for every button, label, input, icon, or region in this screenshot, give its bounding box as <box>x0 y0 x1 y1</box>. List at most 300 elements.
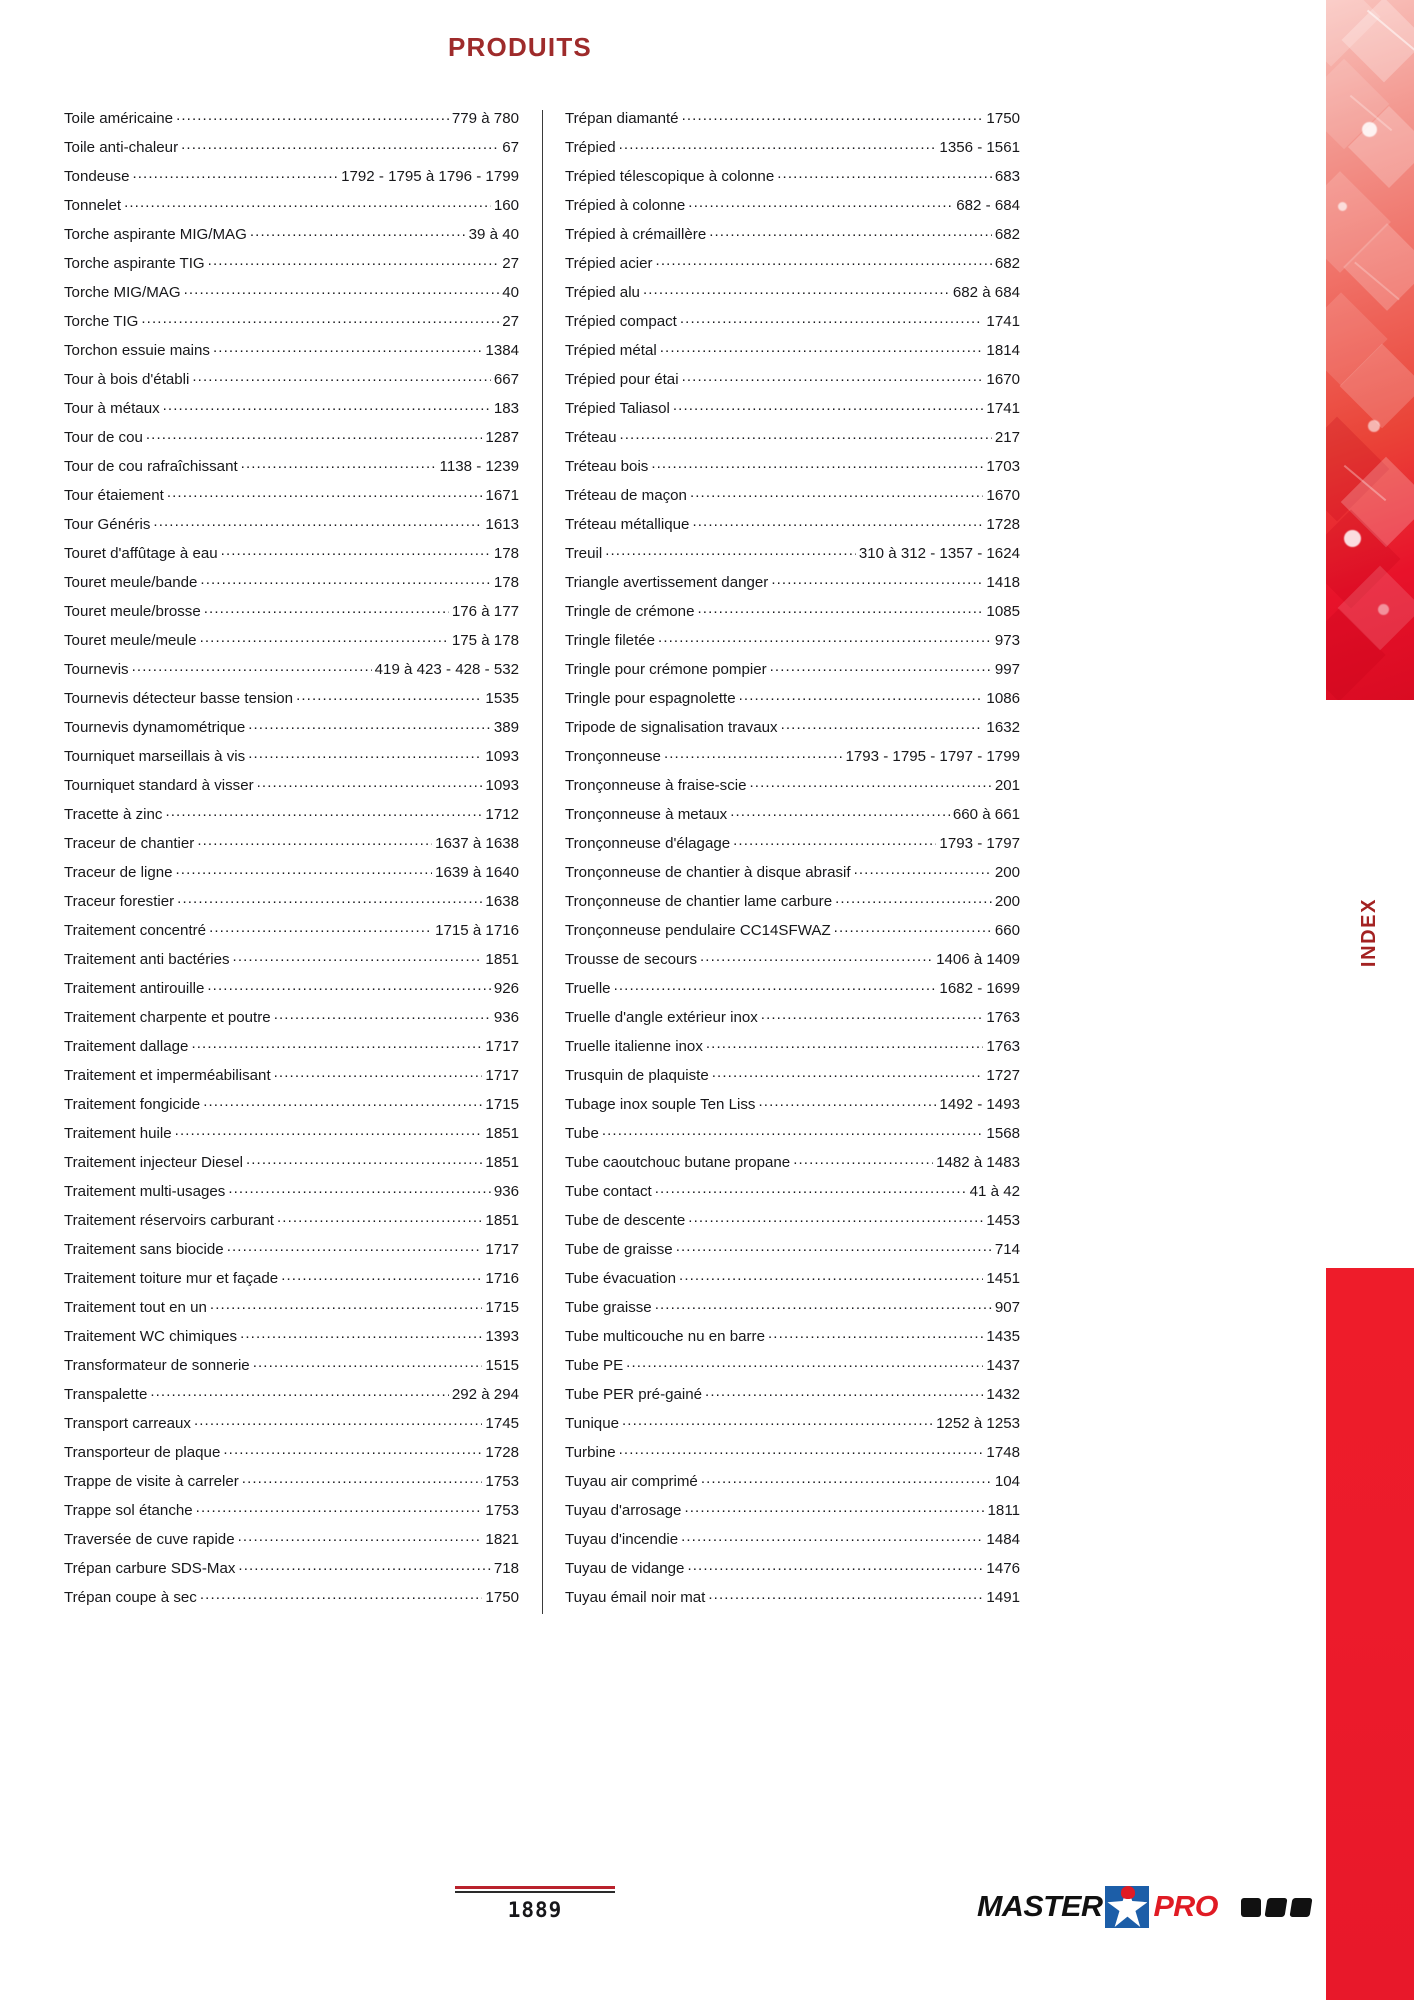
index-entry-pages: 1763 <box>986 1038 1020 1056</box>
index-entry[interactable] <box>64 427 519 456</box>
index-entry[interactable] <box>64 1297 519 1326</box>
index-entry[interactable] <box>64 369 519 398</box>
index-entry[interactable] <box>565 833 1020 862</box>
index-entry-pages: 292 à 294 <box>451 1386 519 1404</box>
index-entry[interactable] <box>565 1297 1020 1326</box>
index-entry-pages: 682 - 684 <box>956 197 1020 215</box>
index-entry[interactable] <box>64 775 519 804</box>
index-entry[interactable] <box>64 659 519 688</box>
index-entry-label: Tube de graisse <box>565 1241 673 1259</box>
index-entry-leader <box>758 1094 936 1109</box>
index-entry[interactable] <box>565 688 1020 717</box>
index-entry-pages: 683 <box>994 168 1020 186</box>
index-entry-label: Tubage inox souple Ten Liss <box>565 1096 756 1114</box>
index-entry[interactable] <box>64 1152 519 1181</box>
index-entry-label: Traitement huile <box>64 1125 172 1143</box>
index-entry-leader <box>643 282 950 297</box>
index-entry[interactable] <box>565 543 1020 572</box>
index-entry[interactable] <box>64 1239 519 1268</box>
index-entry[interactable] <box>565 1355 1020 1384</box>
index-entry-leader <box>854 862 992 877</box>
index-entry[interactable] <box>565 1007 1020 1036</box>
index-side-tab[interactable] <box>1344 862 1396 1002</box>
index-entry-leader <box>124 195 491 210</box>
index-entry-leader <box>238 1558 490 1573</box>
index-entry-leader <box>834 920 992 935</box>
index-entry[interactable] <box>565 311 1020 340</box>
index-entry-pages: 175 à 178 <box>451 632 519 650</box>
index-entry[interactable] <box>64 1558 519 1587</box>
index-entry[interactable] <box>64 1123 519 1152</box>
index-entry[interactable] <box>64 1007 519 1036</box>
index-entry-leader <box>708 1587 983 1602</box>
index-entry-leader <box>167 485 483 500</box>
index-entry-pages: 1491 <box>986 1589 1020 1607</box>
index-entry[interactable] <box>565 1413 1020 1442</box>
index-entry-pages: 1484 <box>986 1531 1020 1549</box>
index-entry[interactable] <box>565 1268 1020 1297</box>
index-entry[interactable] <box>64 1529 519 1558</box>
index-entry[interactable] <box>565 1326 1020 1355</box>
index-entry-pages: 1637 à 1638 <box>435 835 519 853</box>
index-entry-pages: 104 <box>994 1473 1020 1491</box>
index-entry-pages: 1670 <box>986 371 1020 389</box>
index-entry[interactable] <box>64 195 519 224</box>
index-entry-label: Truelle d'angle extérieur inox <box>565 1009 758 1027</box>
index-entry[interactable] <box>565 1384 1020 1413</box>
index-entry[interactable] <box>565 717 1020 746</box>
index-entry-leader <box>781 717 984 732</box>
index-entry[interactable] <box>565 659 1020 688</box>
index-entry-pages: 1287 <box>485 429 519 447</box>
index-entry[interactable] <box>64 862 519 891</box>
index-entry-leader <box>681 1529 983 1544</box>
index-entry-label: Traitement tout en un <box>64 1299 207 1317</box>
index-entry-label: Trappe de visite à carreler <box>64 1473 239 1491</box>
index-entry[interactable] <box>565 804 1020 833</box>
index-entry-pages: 660 <box>994 922 1020 940</box>
index-entry[interactable] <box>565 1529 1020 1558</box>
index-entry[interactable] <box>565 369 1020 398</box>
index-entry-leader <box>277 1210 482 1225</box>
index-entry-leader <box>274 1007 491 1022</box>
index-entry[interactable] <box>64 543 519 572</box>
index-entry-label: Tuyau émail noir mat <box>565 1589 706 1607</box>
index-entry[interactable] <box>565 601 1020 630</box>
footer-rule-red <box>455 1886 615 1889</box>
index-entry-leader <box>768 1326 983 1341</box>
index-entry-pages: 714 <box>994 1241 1020 1259</box>
index-entry-label: Tuyau d'incendie <box>565 1531 679 1549</box>
index-entry-label: Tonnelet <box>64 197 122 215</box>
index-entry[interactable] <box>565 137 1020 166</box>
index-entry-leader <box>619 427 991 442</box>
index-entry-leader <box>238 1529 483 1544</box>
index-entry-label: Torche MIG/MAG <box>64 284 181 302</box>
index-entry-label: Tunique <box>565 1415 619 1433</box>
index-entry-pages: 1748 <box>986 1444 1020 1462</box>
index-entry-pages: 1753 <box>485 1502 519 1520</box>
index-entry[interactable] <box>565 427 1020 456</box>
index-entry-label: Tuyau air comprimé <box>565 1473 698 1491</box>
index-entry[interactable] <box>565 282 1020 311</box>
index-entry[interactable] <box>64 224 519 253</box>
index-entry-pages: 1670 <box>986 487 1020 505</box>
index-entry[interactable] <box>565 949 1020 978</box>
index-entry[interactable] <box>64 514 519 543</box>
index-entry-leader <box>690 485 983 500</box>
index-entry-label: Tournevis <box>64 661 129 679</box>
index-entry-leader <box>835 891 992 906</box>
index-entry-label: Tour à bois d'établi <box>64 371 190 389</box>
index-entry[interactable] <box>565 195 1020 224</box>
index-entry-leader <box>184 282 500 297</box>
index-entry-label: Tréteau <box>565 429 617 447</box>
footer-page-number <box>455 1886 615 1922</box>
index-entry-leader <box>240 1326 482 1341</box>
index-entry[interactable] <box>64 978 519 1007</box>
index-entry[interactable] <box>64 1413 519 1442</box>
index-entry-leader <box>227 1239 483 1254</box>
index-entry-leader <box>626 1355 983 1370</box>
index-entry[interactable] <box>64 137 519 166</box>
index-entry-pages: 1741 <box>986 400 1020 418</box>
index-entry-pages: 200 <box>994 864 1020 882</box>
index-entry-label: Traitement injecteur Diesel <box>64 1154 243 1172</box>
index-entry[interactable] <box>565 1442 1020 1471</box>
index-entry-label: Touret meule/meule <box>64 632 197 650</box>
index-entry-pages: 997 <box>994 661 1020 679</box>
index-entry-pages: 1851 <box>485 1154 519 1172</box>
index-entry[interactable] <box>64 572 519 601</box>
index-entry-pages: 201 <box>994 777 1020 795</box>
index-entry-leader <box>655 1297 992 1312</box>
index-entry-leader <box>700 949 933 964</box>
index-entry-label: Toile anti-chaleur <box>64 139 179 157</box>
index-entry-pages: 1671 <box>485 487 519 505</box>
index-entry-pages: 178 <box>493 545 519 563</box>
index-entry[interactable] <box>64 1471 519 1500</box>
index-entry-label: Traceur forestier <box>64 893 175 911</box>
index-entry-pages: 1093 <box>485 748 519 766</box>
index-entry-pages: 1793 - 1795 - 1797 - 1799 <box>845 748 1020 766</box>
index-entry-label: Traitement dallage <box>64 1038 189 1056</box>
index-entry-label: Tringle de crémone <box>565 603 695 621</box>
index-entry-leader <box>223 1442 482 1457</box>
index-entry-label: Trépied acier <box>565 255 653 273</box>
index-entry[interactable] <box>565 746 1020 775</box>
index-entry[interactable] <box>64 717 519 746</box>
index-entry-leader <box>701 1471 992 1486</box>
index-entry[interactable] <box>64 1181 519 1210</box>
index-entry-pages: 1393 <box>485 1328 519 1346</box>
index-entry[interactable] <box>565 224 1020 253</box>
index-entry[interactable] <box>565 1094 1020 1123</box>
index-entry-leader <box>194 1413 482 1428</box>
index-entry-pages: 1763 <box>986 1009 1020 1027</box>
index-entry-leader <box>163 398 491 413</box>
index-entry[interactable] <box>565 1036 1020 1065</box>
index-entry[interactable] <box>64 833 519 862</box>
index-entry-label: Tronçonneuse de chantier à disque abrasif <box>565 864 851 882</box>
index-entry-pages: 40 <box>502 284 519 302</box>
index-entry-label: Tréteau métallique <box>565 516 690 534</box>
index-entry-label: Tube <box>565 1125 599 1143</box>
index-entry-leader <box>208 253 500 268</box>
index-entry-pages: 1492 - 1493 <box>939 1096 1020 1114</box>
index-entry[interactable] <box>565 1210 1020 1239</box>
index-entry[interactable] <box>64 1355 519 1384</box>
index-entry[interactable] <box>64 1384 519 1413</box>
index-entry-pages: 389 <box>493 719 519 737</box>
index-entry[interactable] <box>64 920 519 949</box>
index-entry[interactable] <box>64 1442 519 1471</box>
index-entry-label: Tournevis détecteur basse tension <box>64 690 294 708</box>
index-entry-label: Tube caoutchouc butane propane <box>565 1154 791 1172</box>
index-entry-pages: 1453 <box>986 1212 1020 1230</box>
index-entry[interactable] <box>565 1123 1020 1152</box>
index-entry[interactable] <box>64 601 519 630</box>
index-entry-label: Tube multicouche nu en barre <box>565 1328 765 1346</box>
index-entry[interactable] <box>64 311 519 340</box>
index-entry-label: Tournevis dynamométrique <box>64 719 246 737</box>
index-entry[interactable] <box>64 340 519 369</box>
index-entry-leader <box>777 166 992 181</box>
brand-logo <box>977 1886 1311 1928</box>
index-entry[interactable] <box>565 456 1020 485</box>
index-entry[interactable] <box>64 746 519 775</box>
index-entry-label: Tour de cou rafraîchissant <box>64 458 238 476</box>
index-entry-pages: 1682 - 1699 <box>939 980 1020 998</box>
index-entry-leader <box>213 340 482 355</box>
index-entry-label: Traceur de chantier <box>64 835 195 853</box>
index-entry[interactable] <box>565 1558 1020 1587</box>
index-entry-leader <box>281 1268 482 1283</box>
index-entry-pages: 682 <box>994 255 1020 273</box>
index-side-tab-label: INDEX <box>1358 897 1381 967</box>
index-entry[interactable] <box>64 1326 519 1355</box>
index-entry[interactable] <box>64 456 519 485</box>
index-entry[interactable] <box>565 978 1020 1007</box>
index-entry-pages: 1821 <box>485 1531 519 1549</box>
index-entry[interactable] <box>565 862 1020 891</box>
index-entry-label: Torche TIG <box>64 313 139 331</box>
brand-pro-text: PRO <box>1153 1890 1219 1923</box>
index-entry-leader <box>200 1587 483 1602</box>
index-entry[interactable] <box>565 398 1020 427</box>
index-entry-leader <box>242 1471 483 1486</box>
index-entry-leader <box>709 224 992 239</box>
index-entry-label: Tube contact <box>565 1183 652 1201</box>
index-entry-label: Tube de descente <box>565 1212 686 1230</box>
index-entry-pages: 936 <box>493 1009 519 1027</box>
index-entry-pages: 779 à 780 <box>451 110 519 128</box>
index-entry[interactable] <box>64 804 519 833</box>
index-entry-label: Trépan carbure SDS-Max <box>64 1560 236 1578</box>
decorative-red-rail-bottom <box>1326 1268 1414 2000</box>
index-entry[interactable] <box>64 1268 519 1297</box>
page-number-value: 1889 <box>507 1898 563 1922</box>
index-entry-label: Touret meule/brosse <box>64 603 201 621</box>
index-entry-pages: 682 à 684 <box>952 284 1020 302</box>
index-entry-label: Tronçonneuse pendulaire CC14SFWAZ <box>565 922 831 940</box>
index-entry-label: Touret meule/bande <box>64 574 198 592</box>
index-entry-pages: 1851 <box>485 1212 519 1230</box>
index-entry[interactable] <box>565 485 1020 514</box>
index-entry-pages: 1568 <box>986 1125 1020 1143</box>
index-entry-label: Traitement fongicide <box>64 1096 201 1114</box>
index-entry[interactable] <box>64 949 519 978</box>
index-entry-label: Transpalette <box>64 1386 148 1404</box>
index-entry-label: Traitement et imperméabilisant <box>64 1067 271 1085</box>
index-entry[interactable] <box>64 398 519 427</box>
index-entry[interactable] <box>565 1181 1020 1210</box>
index-entry-pages: 1085 <box>986 603 1020 621</box>
brand-square-2 <box>1264 1898 1287 1917</box>
index-entry[interactable] <box>565 1471 1020 1500</box>
index-entry-label: Turbine <box>565 1444 616 1462</box>
index-entry-label: Tréteau de maçon <box>565 487 687 505</box>
index-entry-leader <box>233 949 483 964</box>
index-entry-pages: 1451 <box>986 1270 1020 1288</box>
index-entry-pages: 1406 à 1409 <box>936 951 1020 969</box>
index-entry-pages: 1252 à 1253 <box>936 1415 1020 1433</box>
index-entry-pages: 183 <box>493 400 519 418</box>
index-entry[interactable] <box>565 340 1020 369</box>
index-entry-leader <box>176 862 433 877</box>
index-entry-leader <box>680 311 984 326</box>
index-entry-pages: 27 <box>502 313 519 331</box>
index-entry-leader <box>658 630 992 645</box>
index-entry[interactable] <box>64 630 519 659</box>
index-entry-pages: 160 <box>493 197 519 215</box>
index-entry-label: Traitement charpente et poutre <box>64 1009 271 1027</box>
index-entry[interactable] <box>565 630 1020 659</box>
index-entry[interactable] <box>565 572 1020 601</box>
index-entry-label: Transport carreaux <box>64 1415 191 1433</box>
index-entry-label: Triangle avertissement danger <box>565 574 769 592</box>
index-entry[interactable] <box>565 514 1020 543</box>
index-entry-leader <box>132 659 372 674</box>
index-entry[interactable] <box>64 1587 519 1616</box>
index-entry[interactable] <box>565 166 1020 195</box>
index-entry-leader <box>761 1007 984 1022</box>
index-entry[interactable] <box>565 775 1020 804</box>
index-entry-leader <box>688 1210 983 1225</box>
index-entry-leader <box>684 1500 984 1515</box>
index-entry-label: Trusquin de plaquiste <box>565 1067 709 1085</box>
index-entry-leader <box>705 1384 983 1399</box>
index-entry[interactable] <box>565 253 1020 282</box>
index-entry-leader <box>209 920 432 935</box>
index-entry-label: Trépied pour étai <box>565 371 679 389</box>
index-entry-leader <box>204 601 449 616</box>
index-entry[interactable] <box>64 282 519 311</box>
index-entry[interactable] <box>565 1065 1020 1094</box>
star-red-accent <box>1121 1886 1135 1899</box>
index-entry[interactable] <box>64 108 519 137</box>
index-entry-pages: 200 <box>994 893 1020 911</box>
index-entry[interactable] <box>565 1587 1020 1616</box>
index-entry-leader <box>673 398 984 413</box>
index-entry[interactable] <box>64 166 519 195</box>
index-entry-pages: 1632 <box>986 719 1020 737</box>
index-entry-leader <box>207 978 490 993</box>
index-entry-label: Tourniquet standard à visser <box>64 777 254 795</box>
index-entry-label: Trépied métal <box>565 342 657 360</box>
index-entry-pages: 1437 <box>986 1357 1020 1375</box>
decorative-red-rail-top <box>1326 0 1414 700</box>
index-entry[interactable] <box>565 891 1020 920</box>
index-entry-leader <box>605 543 856 558</box>
index-entry-leader <box>248 746 482 761</box>
index-entry-pages: 39 à 40 <box>468 226 519 244</box>
index-entry-label: Tringle filetée <box>565 632 656 650</box>
index-entry-label: Trépan diamanté <box>565 110 679 128</box>
index-entry-pages: 1384 <box>485 342 519 360</box>
index-entry[interactable] <box>64 1036 519 1065</box>
index-entry-leader <box>679 1268 983 1283</box>
index-entry-pages: 67 <box>502 139 519 157</box>
index-entry-pages: 1482 à 1483 <box>936 1154 1020 1172</box>
index-entry-pages: 1717 <box>485 1038 519 1056</box>
index-entry[interactable] <box>565 108 1020 137</box>
index-entry-leader <box>712 1065 984 1080</box>
page-title: PRODUITS <box>448 32 592 62</box>
index-entry-leader <box>682 369 984 384</box>
star-icon <box>1105 1886 1149 1928</box>
index-entry-leader <box>660 340 984 355</box>
index-entry-leader <box>676 1239 992 1254</box>
index-entry[interactable] <box>565 920 1020 949</box>
index-entry-pages: 682 <box>994 226 1020 244</box>
index-entry[interactable] <box>64 688 519 717</box>
index-entry[interactable] <box>64 1094 519 1123</box>
index-entry[interactable] <box>64 485 519 514</box>
index-entry-pages: 1717 <box>485 1067 519 1085</box>
index-entry-label: Tube PE <box>565 1357 624 1375</box>
index-entry-leader <box>221 543 491 558</box>
index-entry-leader <box>132 166 338 181</box>
index-entry-pages: 1741 <box>986 313 1020 331</box>
index-entry-leader <box>246 1152 482 1167</box>
index-entry-leader <box>733 833 936 848</box>
index-entry[interactable] <box>64 1500 519 1529</box>
index-entry-label: Tronçonneuse à metaux <box>565 806 728 824</box>
index-entry[interactable] <box>565 1152 1020 1181</box>
index-entry-label: Torche aspirante TIG <box>64 255 205 273</box>
index-entry[interactable] <box>64 1210 519 1239</box>
index-entry-leader <box>688 195 953 210</box>
index-entry-leader <box>750 775 992 790</box>
index-entry-pages: 1715 <box>485 1299 519 1317</box>
index-entry-leader <box>177 891 482 906</box>
index-entry-label: Trépied <box>565 139 616 157</box>
index-entry-label: Traitement WC chimiques <box>64 1328 238 1346</box>
index-entry-pages: 1716 <box>485 1270 519 1288</box>
column-divider <box>542 110 543 1614</box>
index-entry-label: Truelle <box>565 980 611 998</box>
index-entry[interactable] <box>64 891 519 920</box>
index-entry-label: Traceur de ligne <box>64 864 173 882</box>
index-entry-label: Traversée de cuve rapide <box>64 1531 235 1549</box>
index-entry[interactable] <box>565 1239 1020 1268</box>
index-entry-leader <box>770 659 992 674</box>
index-entry[interactable] <box>64 1065 519 1094</box>
index-entry[interactable] <box>565 1500 1020 1529</box>
index-entry-pages: 1515 <box>485 1357 519 1375</box>
index-entry[interactable] <box>64 253 519 282</box>
